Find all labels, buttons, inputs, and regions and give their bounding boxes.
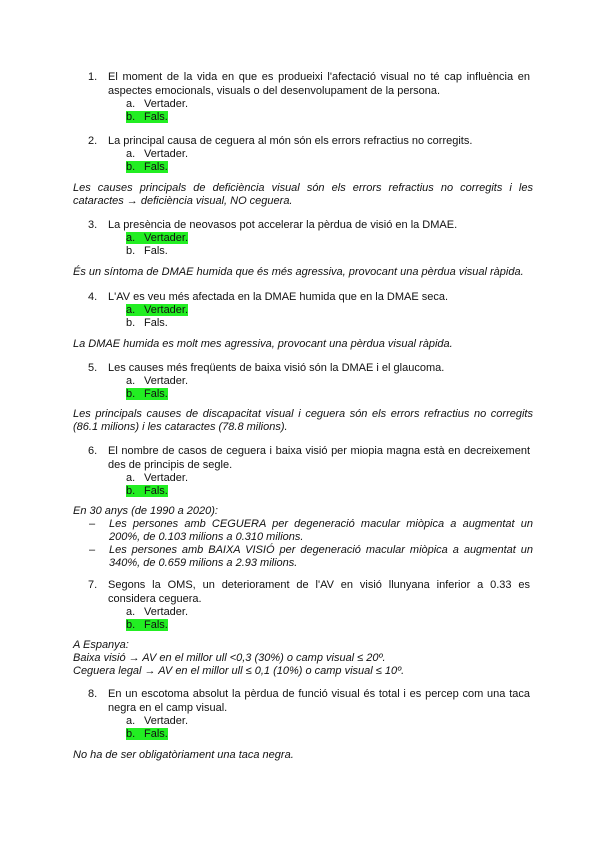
question-text: Segons la OMS, un deteriorament de l'AV en visió llunyana inferior a 0.33 es considera ceguera. — [108, 579, 530, 605]
explanation-8: No ha de ser obligatòriament una taca negra. — [73, 749, 294, 761]
explanation-4: La DMAE humida es molt mes agressiva, provocant una pèrdua visual ràpida. — [73, 338, 453, 350]
question-7 — [90, 578, 530, 631]
option-b: b. Fals. — [126, 160, 168, 173]
list-item: – Les persones amb CEGUERA per degeneració macular miòpica a augmentat un 200%, de 0.103 milions a 0.310 milions. — [89, 518, 533, 543]
explanation-2: Les causes principals de deficiència visual són els errors refractius no corregits i les cataractes → deficiència visual, NO ceguera. — [73, 182, 533, 207]
explanation-line: Baixa visió → AV en el millor ull <0,3 (30%) o camp visual ≤ 20º. — [73, 652, 386, 664]
explanation-3: És un síntoma de DMAE humida que és més agressiva, provocant una pèrdua visual ràpida. — [73, 266, 524, 278]
option-b: b. Fals. — [126, 387, 168, 400]
explanation-6 — [73, 505, 533, 570]
explanation-title: En 30 anys (de 1990 a 2020): — [73, 505, 218, 517]
option-b: b. Fals. — [126, 618, 168, 631]
option-a: a. Vertader. — [126, 304, 189, 316]
question-6 — [90, 444, 530, 497]
option-b: b. Fals. — [126, 316, 168, 329]
question-4 — [90, 290, 530, 329]
question-number: 8. — [88, 688, 98, 700]
question-text: El nombre de casos de ceguera i baixa visió per miopia magna està en decreixement des de principis de segle. — [108, 445, 530, 471]
question-1 — [90, 70, 530, 123]
list-item: – Les persones amb BAIXA VISIÓ per degeneració macular miòpica a augmentat un 340%, de 0.659 milions a 2.93 milions. — [89, 544, 533, 569]
question-2 — [90, 134, 530, 173]
question-8 — [90, 687, 530, 740]
question-text: En un escotoma absolut la pèrdua de funció visual és total i es percep com una taca negra en el camp visual. — [108, 688, 530, 714]
option-b: b. Fals. — [126, 110, 168, 123]
question-5 — [90, 361, 530, 400]
option-a: a. Vertader. — [126, 148, 189, 160]
option-a: a. Vertader. — [126, 98, 189, 110]
question-text: Les causes més freqüents de baixa visió són la DMAE i el glaucoma. — [108, 362, 445, 374]
explanation-7 — [73, 639, 533, 678]
question-text: La principal causa de ceguera al món són els errors refractius no corregits. — [108, 135, 473, 147]
dash-bullet: – — [89, 518, 96, 530]
option-b: b. Fals. — [126, 727, 168, 740]
option-a: a. Vertader. — [126, 375, 189, 387]
option-a: a. Vertader. — [126, 715, 189, 727]
question-number: 5. — [88, 362, 98, 374]
question-text: La presència de neovasos pot accelerar la pèrdua de visió en la DMAE. — [108, 219, 458, 231]
question-3 — [90, 218, 530, 257]
question-number: 2. — [88, 135, 98, 147]
question-number: 6. — [88, 445, 98, 457]
option-a: a. Vertader. — [126, 472, 189, 484]
explanation-line: Ceguera legal → AV en el millor ull ≤ 0,1 (10%) o camp visual ≤ 10º. — [73, 665, 405, 677]
question-number: 3. — [88, 219, 98, 231]
option-b: b. Fals. — [126, 484, 168, 497]
question-number: 4. — [88, 291, 98, 303]
question-number: 1. — [88, 71, 98, 83]
explanation-title: A Espanya: — [73, 639, 129, 651]
question-number: 7. — [88, 579, 98, 591]
option-a: a. Vertader. — [126, 232, 189, 244]
dash-bullet: – — [89, 544, 96, 556]
option-b: b. Fals. — [126, 244, 168, 257]
explanation-5: Les principals causes de discapacitat visual i ceguera són els errors refractius no corregits (86.1 milions) i les cataractes (78.8 milions). — [73, 408, 533, 433]
option-a: a. Vertader. — [126, 606, 189, 618]
question-text: El moment de la vida en que es produeixi l'afectació visual no té cap influència en aspectes emocionals, visuals o del desenvolupament de la persona. — [108, 71, 530, 97]
question-text: L'AV es veu més afectada en la DMAE humida que en la DMAE seca. — [108, 291, 449, 303]
